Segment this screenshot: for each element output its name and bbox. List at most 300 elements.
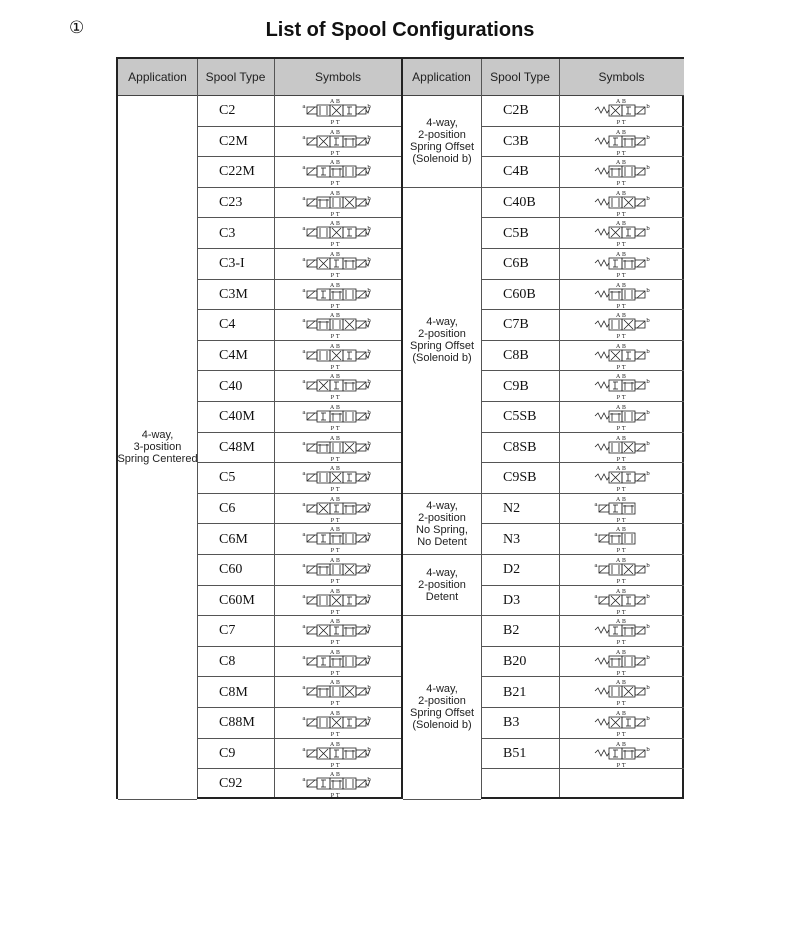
- spool-type-left: C3M: [219, 286, 248, 302]
- svg-text:b: b: [367, 746, 371, 753]
- svg-text:A B: A B: [330, 313, 340, 320]
- svg-text:b: b: [646, 195, 650, 202]
- svg-text:P T: P T: [330, 364, 340, 370]
- spool-type-left: C4M: [219, 348, 248, 364]
- svg-text:A B: A B: [330, 405, 340, 411]
- spool-symbol-right: [581, 525, 667, 553]
- application-right-group-line: (Solenoid b): [412, 352, 472, 365]
- svg-text:P T: P T: [330, 150, 340, 156]
- svg-text:a: a: [302, 654, 306, 661]
- spool-type-left: C23: [219, 195, 243, 211]
- spool-symbol-left: [295, 678, 381, 706]
- svg-text:b: b: [646, 563, 650, 569]
- spool-table: [116, 57, 684, 799]
- svg-text:P T: P T: [616, 395, 626, 401]
- spool-type-left: C3: [219, 225, 236, 241]
- svg-text:A B: A B: [616, 129, 626, 136]
- svg-text:a: a: [302, 195, 306, 202]
- svg-text:b: b: [367, 624, 371, 631]
- svg-text:A B: A B: [330, 619, 340, 626]
- svg-text:A B: A B: [330, 99, 340, 105]
- svg-text:a: a: [302, 593, 306, 600]
- spool-type-right: N2: [503, 501, 521, 517]
- spool-type-left: C88M: [219, 715, 255, 731]
- spool-type-right: C7B: [503, 317, 529, 333]
- spool-symbol-right: [581, 281, 667, 309]
- svg-text:b: b: [367, 165, 371, 172]
- svg-text:A B: A B: [330, 680, 340, 687]
- svg-text:A B: A B: [330, 496, 340, 503]
- svg-text:P T: P T: [330, 609, 340, 615]
- svg-text:b: b: [646, 379, 650, 386]
- spool-symbol-right: [581, 617, 667, 645]
- application-right-group: [403, 616, 481, 800]
- svg-text:a: a: [302, 563, 306, 569]
- svg-text:b: b: [367, 104, 371, 110]
- application-right-group-line: 2-position: [418, 511, 466, 524]
- svg-text:A B: A B: [330, 588, 340, 595]
- svg-text:P T: P T: [330, 426, 340, 431]
- svg-text:P T: P T: [330, 273, 340, 278]
- spool-type-right: B20: [503, 654, 527, 670]
- svg-text:P T: P T: [330, 211, 340, 217]
- spool-type-right: C8SB: [503, 439, 537, 455]
- left-spool-cell: [197, 494, 274, 525]
- spool-symbol-left: [295, 97, 381, 125]
- svg-text:P T: P T: [616, 120, 626, 125]
- spool-type-right: B51: [503, 745, 527, 761]
- svg-text:b: b: [646, 716, 650, 722]
- svg-text:A B: A B: [616, 221, 626, 228]
- spool-symbol-left: [295, 372, 381, 400]
- svg-text:b: b: [367, 134, 371, 141]
- svg-text:a: a: [302, 226, 306, 233]
- header-application-right: Application: [402, 59, 481, 96]
- svg-text:A B: A B: [616, 466, 626, 473]
- spool-symbol-left: [295, 219, 381, 247]
- svg-text:A B: A B: [616, 282, 626, 289]
- spool-type-right: C3B: [503, 133, 529, 149]
- spool-type-right: B2: [503, 623, 520, 639]
- left-spool-cell: [197, 739, 274, 770]
- svg-text:P T: P T: [330, 456, 340, 462]
- spool-type-left: C6M: [219, 531, 248, 547]
- application-left-line: 4-way,: [141, 429, 174, 442]
- application-right-group-line: (Solenoid b): [412, 153, 472, 166]
- svg-text:P T: P T: [330, 303, 340, 309]
- svg-text:A B: A B: [330, 129, 340, 136]
- svg-text:A B: A B: [330, 282, 340, 289]
- spool-symbol-right: [581, 128, 667, 156]
- spool-type-right: B21: [503, 684, 527, 700]
- spool-symbol-left: [295, 525, 381, 553]
- spool-symbol-left: [295, 403, 381, 431]
- svg-text:P T: P T: [330, 640, 340, 646]
- svg-text:A B: A B: [616, 252, 626, 258]
- spool-symbol-left: [295, 250, 381, 278]
- svg-text:P T: P T: [616, 548, 626, 554]
- svg-text:A B: A B: [330, 221, 340, 228]
- left-spool-cell: [197, 218, 274, 249]
- application-right-group: [403, 96, 481, 188]
- application-right-group-line: Detent: [425, 591, 459, 604]
- svg-text:A B: A B: [616, 190, 626, 197]
- spool-symbol-left: [295, 464, 381, 492]
- spool-type-left: C2: [219, 103, 236, 119]
- spool-type-right: D3: [503, 592, 521, 608]
- svg-text:a: a: [302, 134, 306, 141]
- spool-symbol-right: [581, 311, 667, 339]
- svg-text:A B: A B: [330, 374, 340, 381]
- application-right-group: [403, 188, 481, 494]
- spool-symbol-left: [295, 189, 381, 217]
- application-left: [118, 96, 197, 800]
- spool-symbol-right: [581, 250, 667, 278]
- spool-symbol-right: [581, 740, 667, 768]
- svg-text:b: b: [367, 716, 371, 722]
- svg-text:A B: A B: [330, 772, 340, 779]
- svg-text:P T: P T: [616, 426, 626, 431]
- spool-type-left: C4: [219, 317, 236, 333]
- svg-text:A B: A B: [616, 649, 626, 656]
- svg-text:P T: P T: [330, 487, 340, 493]
- svg-text:b: b: [367, 195, 371, 202]
- spool-type-left: C5: [219, 470, 236, 486]
- spool-type-left: C3-I: [219, 256, 245, 272]
- svg-text:a: a: [594, 563, 598, 569]
- svg-text:P T: P T: [616, 303, 626, 309]
- application-right-group-line: 2-position: [418, 328, 466, 341]
- spool-type-right: D2: [503, 562, 521, 578]
- svg-text:b: b: [367, 532, 371, 539]
- svg-text:b: b: [367, 440, 371, 447]
- svg-text:b: b: [367, 471, 371, 478]
- application-right-group: [403, 494, 481, 555]
- spool-symbol-left: [295, 617, 381, 645]
- spool-symbol-left: [295, 434, 381, 462]
- header-application-left: Application: [118, 59, 197, 96]
- spool-symbol-left: [295, 128, 381, 156]
- right-spool-cell: [481, 616, 559, 647]
- spool-type-right: C2B: [503, 103, 529, 119]
- svg-text:P T: P T: [616, 211, 626, 217]
- spool-symbol-left: [295, 556, 381, 584]
- spool-symbol-right: [581, 495, 667, 523]
- column-divider: [559, 59, 560, 797]
- svg-text:a: a: [302, 348, 306, 355]
- spool-symbol-right: [581, 403, 667, 431]
- svg-text:b: b: [646, 654, 650, 661]
- spool-symbol-left: [295, 281, 381, 309]
- right-spool-cell: [481, 769, 559, 800]
- spool-symbol-left: [295, 495, 381, 523]
- spool-symbol-left: [295, 709, 381, 737]
- spool-type-left: C8: [219, 654, 236, 670]
- application-right-group-line: Spring Offset: [410, 340, 474, 353]
- svg-text:P T: P T: [616, 701, 626, 707]
- application-right-group-line: 4-way,: [426, 117, 458, 130]
- svg-text:A B: A B: [330, 711, 340, 717]
- header-spool-type-right: Spool Type: [481, 59, 559, 96]
- svg-text:P T: P T: [330, 395, 340, 401]
- application-right-group-line: No Detent: [417, 535, 467, 548]
- svg-text:b: b: [367, 379, 371, 386]
- svg-text:P T: P T: [616, 150, 626, 156]
- spool-symbol-right: [581, 587, 667, 615]
- svg-text:P T: P T: [330, 670, 340, 676]
- svg-text:a: a: [302, 746, 306, 753]
- svg-text:P T: P T: [330, 517, 340, 523]
- spool-symbol-right: [581, 158, 667, 186]
- svg-text:A B: A B: [616, 558, 626, 564]
- svg-text:b: b: [646, 348, 650, 355]
- svg-text:b: b: [367, 501, 371, 508]
- svg-text:a: a: [302, 685, 306, 692]
- svg-text:a: a: [302, 624, 306, 631]
- svg-text:P T: P T: [616, 762, 626, 768]
- spool-type-right: C5B: [503, 225, 529, 241]
- header-symbols-left: Symbols: [274, 59, 402, 96]
- svg-text:P T: P T: [616, 334, 626, 340]
- svg-text:b: b: [646, 226, 650, 233]
- svg-text:b: b: [646, 134, 650, 141]
- spool-symbol-left: [295, 342, 381, 370]
- svg-text:A B: A B: [330, 558, 340, 564]
- svg-text:P T: P T: [330, 793, 340, 799]
- spool-symbol-right: [581, 372, 667, 400]
- column-divider: [481, 59, 482, 797]
- svg-text:A B: A B: [616, 680, 626, 687]
- svg-text:b: b: [646, 440, 650, 447]
- svg-text:P T: P T: [616, 273, 626, 278]
- svg-text:b: b: [367, 777, 371, 784]
- svg-text:a: a: [302, 287, 306, 294]
- svg-text:A B: A B: [616, 99, 626, 105]
- svg-text:A B: A B: [616, 343, 626, 350]
- spool-symbol-right: [581, 556, 667, 584]
- svg-text:b: b: [646, 104, 650, 110]
- spool-symbol-left: [295, 587, 381, 615]
- svg-text:A B: A B: [616, 374, 626, 381]
- svg-text:b: b: [646, 593, 650, 600]
- spool-type-left: C22M: [219, 164, 255, 180]
- svg-text:a: a: [302, 440, 306, 447]
- spool-type-left: C2M: [219, 133, 248, 149]
- svg-text:A B: A B: [616, 527, 626, 534]
- svg-text:b: b: [367, 226, 371, 233]
- svg-text:b: b: [646, 410, 650, 416]
- svg-text:b: b: [646, 318, 650, 325]
- application-right-group-line: 2-position: [418, 129, 466, 142]
- application-right-group-line: No Spring,: [416, 523, 468, 536]
- spool-type-right: C9B: [503, 378, 529, 394]
- svg-text:P T: P T: [616, 364, 626, 370]
- spool-type-left: C8M: [219, 684, 248, 700]
- svg-text:a: a: [594, 532, 598, 539]
- spool-type-right: C8B: [503, 348, 529, 364]
- svg-text:A B: A B: [330, 435, 340, 442]
- svg-text:A B: A B: [330, 527, 340, 534]
- spool-symbol-left: [295, 740, 381, 768]
- spool-symbol-left: [295, 311, 381, 339]
- svg-text:P T: P T: [616, 579, 626, 584]
- header-spool-type-left: Spool Type: [197, 59, 274, 96]
- svg-text:A B: A B: [616, 405, 626, 411]
- application-right-group-line: 2-position: [418, 695, 466, 708]
- spool-symbol-right: [581, 709, 667, 737]
- svg-text:a: a: [302, 257, 306, 263]
- spool-type-right: C9SB: [503, 470, 537, 486]
- svg-text:b: b: [367, 563, 371, 569]
- svg-text:b: b: [367, 318, 371, 325]
- left-spool-cell: [197, 647, 274, 678]
- right-symbol-cell: [559, 769, 684, 800]
- left-spool-cell: [197, 310, 274, 341]
- application-right-group-line: 4-way,: [426, 683, 458, 696]
- svg-text:A B: A B: [330, 190, 340, 197]
- application-right-group-line: 4-way,: [426, 567, 458, 580]
- svg-text:P T: P T: [330, 701, 340, 707]
- svg-text:P T: P T: [616, 456, 626, 462]
- svg-text:P T: P T: [616, 242, 626, 248]
- svg-text:a: a: [302, 471, 306, 478]
- svg-text:A B: A B: [330, 343, 340, 350]
- svg-text:b: b: [646, 471, 650, 478]
- svg-text:b: b: [367, 348, 371, 355]
- spool-type-right: C40B: [503, 195, 536, 211]
- spool-type-right: B3: [503, 715, 520, 731]
- right-spool-cell: [481, 708, 559, 739]
- header-symbols-right: Symbols: [559, 59, 684, 96]
- spool-type-left: C40: [219, 378, 243, 394]
- svg-text:P T: P T: [616, 640, 626, 646]
- left-spool-cell: [197, 463, 274, 494]
- svg-text:P T: P T: [330, 579, 340, 584]
- column-divider: [197, 59, 198, 797]
- spool-type-left: C40M: [219, 409, 255, 425]
- svg-text:a: a: [594, 593, 598, 600]
- left-spool-cell: [197, 616, 274, 647]
- svg-text:A B: A B: [330, 160, 340, 167]
- application-right-group-line: Spring Offset: [410, 707, 474, 720]
- spool-type-right: C4B: [503, 164, 529, 180]
- svg-text:P T: P T: [330, 181, 340, 187]
- svg-text:b: b: [646, 257, 650, 263]
- spool-symbol-right: [581, 342, 667, 370]
- spool-type-left: C60M: [219, 592, 255, 608]
- column-divider: [274, 59, 275, 797]
- svg-text:P T: P T: [616, 670, 626, 676]
- svg-text:P T: P T: [330, 732, 340, 737]
- svg-text:A B: A B: [616, 711, 626, 717]
- svg-text:A B: A B: [616, 588, 626, 595]
- application-right-group: [403, 555, 481, 616]
- svg-text:b: b: [367, 654, 371, 661]
- spool-symbol-right: [581, 189, 667, 217]
- application-left-line: Spring Centered: [117, 453, 198, 466]
- svg-text:a: a: [302, 104, 306, 110]
- spool-symbol-right: [581, 648, 667, 676]
- svg-text:A B: A B: [330, 466, 340, 473]
- svg-text:b: b: [646, 287, 650, 294]
- application-left-line: 3-position: [133, 441, 182, 454]
- svg-text:b: b: [367, 685, 371, 692]
- svg-text:A B: A B: [616, 160, 626, 167]
- svg-text:b: b: [367, 410, 371, 416]
- svg-text:b: b: [646, 165, 650, 172]
- svg-text:P T: P T: [616, 181, 626, 187]
- spool-type-left: C6: [219, 501, 236, 517]
- svg-text:A B: A B: [330, 649, 340, 656]
- svg-text:b: b: [367, 593, 371, 600]
- application-right-group-line: 4-way,: [426, 316, 458, 329]
- spool-type-left: C48M: [219, 439, 255, 455]
- svg-text:a: a: [302, 501, 306, 508]
- page-marker: ①: [69, 18, 85, 38]
- svg-text:P T: P T: [616, 609, 626, 615]
- svg-text:A B: A B: [616, 741, 626, 748]
- spool-type-left: C9: [219, 745, 236, 761]
- svg-text:b: b: [646, 685, 650, 692]
- svg-text:A B: A B: [330, 741, 340, 748]
- spool-type-right: N3: [503, 531, 521, 547]
- svg-text:P T: P T: [330, 548, 340, 554]
- spool-symbol-left: [295, 648, 381, 676]
- svg-text:a: a: [302, 777, 306, 784]
- spool-symbol-right: [581, 97, 667, 125]
- application-right-group-line: 2-position: [418, 579, 466, 592]
- svg-text:b: b: [646, 624, 650, 631]
- svg-text:a: a: [302, 716, 306, 722]
- spool-symbol-right: [581, 678, 667, 706]
- svg-text:P T: P T: [330, 120, 340, 125]
- svg-text:a: a: [594, 501, 598, 508]
- svg-text:A B: A B: [616, 313, 626, 320]
- svg-text:a: a: [302, 532, 306, 539]
- spool-symbol-right: [581, 464, 667, 492]
- spool-type-left: C60: [219, 562, 243, 578]
- svg-text:a: a: [302, 379, 306, 386]
- svg-text:b: b: [646, 746, 650, 753]
- svg-text:a: a: [302, 318, 306, 325]
- spool-type-right: C6B: [503, 256, 529, 272]
- application-right-group-line: (Solenoid b): [412, 719, 472, 732]
- spool-symbol-left: [295, 770, 381, 798]
- spool-symbol-right: [581, 219, 667, 247]
- svg-text:P T: P T: [616, 487, 626, 493]
- svg-text:a: a: [302, 165, 306, 172]
- svg-text:P T: P T: [616, 732, 626, 737]
- svg-text:b: b: [367, 287, 371, 294]
- svg-text:A B: A B: [616, 496, 626, 503]
- svg-text:P T: P T: [330, 242, 340, 248]
- svg-text:a: a: [302, 410, 306, 416]
- application-right-group-line: Spring Offset: [410, 141, 474, 154]
- spool-symbol-left: [295, 158, 381, 186]
- application-right-group-line: 4-way,: [426, 499, 458, 512]
- svg-text:A B: A B: [330, 252, 340, 258]
- svg-text:P T: P T: [616, 517, 626, 523]
- left-spool-cell: [197, 96, 274, 127]
- spool-type-left: C7: [219, 623, 236, 639]
- spool-type-right: C60B: [503, 286, 536, 302]
- spool-symbol-right: [581, 434, 667, 462]
- svg-text:A B: A B: [616, 619, 626, 626]
- spool-type-right: C5SB: [503, 409, 537, 425]
- svg-text:P T: P T: [330, 762, 340, 768]
- spool-type-left: C92: [219, 776, 243, 792]
- page-title: List of Spool Configurations: [265, 19, 535, 41]
